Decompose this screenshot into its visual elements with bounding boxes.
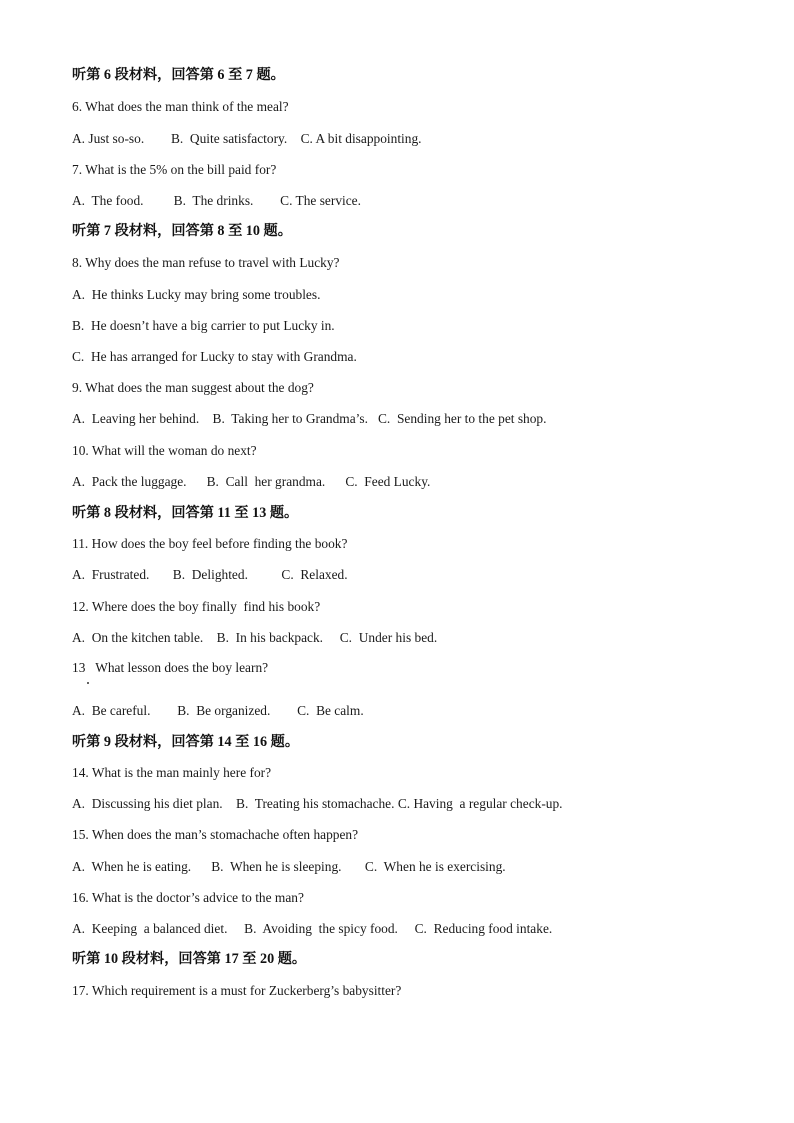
stray-dot — [87, 682, 89, 684]
question-10: 10. What will the woman do next? — [72, 443, 257, 458]
question-11: 11. How does the boy feel before finding the book? — [72, 536, 348, 551]
question-17: 17. Which requirement is a must for Zuckerberg’s babysitter? — [72, 983, 402, 998]
section-heading-9: 听第 9 段材料，回答第 14 至 16 题。 — [72, 734, 300, 750]
options-13: A. Be careful. B. Be organized. C. Be calm. — [72, 703, 364, 718]
options-16: A. Keeping a balanced diet. B. Avoiding the spicy food. C. Reducing food intake. — [72, 921, 553, 936]
question-15: 15. When does the man’s stomachache often happen? — [72, 827, 359, 842]
section-heading-6: 听第 6 段材料，回答第 6 至 7 题。 — [72, 67, 285, 83]
question-6: 6. What does the man think of the meal? — [72, 99, 289, 114]
options-14: A. Discussing his diet plan. B. Treating his stomachache. C. Having a regular check-up. — [72, 796, 563, 811]
option-8c: C. He has arranged for Lucky to stay with Grandma. — [72, 349, 357, 364]
question-16: 16. What is the doctor’s advice to the man? — [72, 890, 304, 905]
options-9: A. Leaving her behind. B. Taking her to Grandma’s. C. Sending her to the pet shop. — [72, 411, 547, 426]
section-heading-7: 听第 7 段材料，回答第 8 至 10 题。 — [72, 223, 292, 239]
section-heading-8: 听第 8 段材料，回答第 11 至 13 题。 — [72, 505, 299, 521]
question-7: 7. What is the 5% on the bill paid for? — [72, 162, 277, 177]
question-14: 14. What is the man mainly here for? — [72, 765, 272, 780]
options-10: A. Pack the luggage. B. Call her grandma. C. Feed Lucky. — [72, 474, 431, 489]
options-12: A. On the kitchen table. B. In his backpack. C. Under his bed. — [72, 630, 438, 645]
options-11: A. Frustrated. B. Delighted. C. Relaxed. — [72, 567, 348, 582]
question-13: 13 What lesson does the boy learn? — [72, 660, 269, 675]
option-8b: B. He doesn’t have a big carrier to put Lucky in. — [72, 318, 335, 333]
question-12: 12. Where does the boy finally find his book? — [72, 599, 321, 614]
options-6: A. Just so-so. B. Quite satisfactory. C. A bit disappointing. — [72, 131, 422, 146]
question-9: 9. What does the man suggest about the dog? — [72, 380, 314, 395]
option-8a: A. He thinks Lucky may bring some troubles. — [72, 287, 321, 302]
question-8: 8. Why does the man refuse to travel with Lucky? — [72, 255, 340, 270]
section-heading-10: 听第 10 段材料，回答第 17 至 20 题。 — [72, 951, 307, 967]
options-15: A. When he is eating. B. When he is sleeping. C. When he is exercising. — [72, 859, 506, 874]
options-7: A. The food. B. The drinks. C. The service. — [72, 193, 361, 208]
